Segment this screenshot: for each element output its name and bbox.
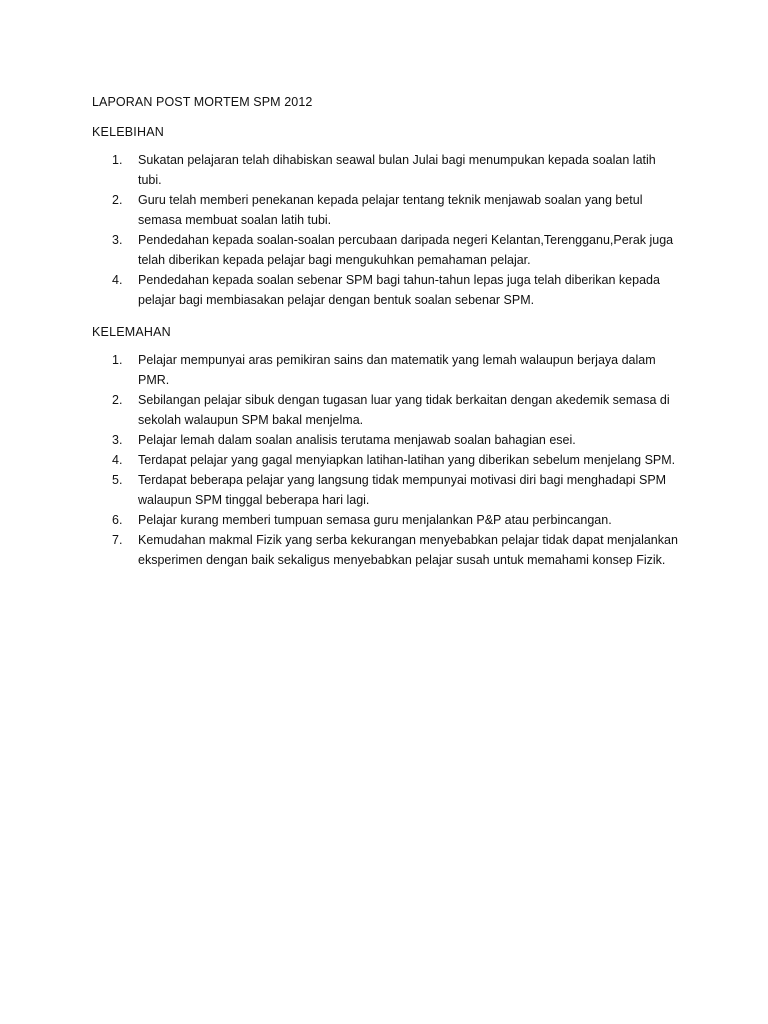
list-item-number: 2. xyxy=(112,193,123,207)
document-body xyxy=(92,92,682,570)
list-item-text: Sukatan pelajaran telah dihabiskan seawal bulan Julai bagi menumpukan kepada soalan latih tubi. xyxy=(138,153,656,187)
list-item-text: Pendedahan kepada soalan sebenar SPM bagi tahun-tahun lepas juga telah diberikan kepada pelajar bagi membiasakan pelajar dengan bentuk soalan sebenar SPM. xyxy=(138,273,660,307)
list-item xyxy=(92,190,682,230)
list-item xyxy=(92,390,682,430)
list-item xyxy=(92,150,682,190)
list-item xyxy=(92,270,682,310)
list-item-number: 3. xyxy=(112,433,123,447)
section-heading-kelemahan: KELEMAHAN xyxy=(92,325,171,339)
list-item xyxy=(92,350,682,390)
section-heading-kelebihan: KELEBIHAN xyxy=(92,125,164,139)
list-item-number: 6. xyxy=(112,513,123,527)
kelemahan-list xyxy=(92,350,682,570)
document-title: LAPORAN POST MORTEM SPM 2012 xyxy=(92,95,313,109)
list-item-number: 5. xyxy=(112,473,123,487)
section-spacer xyxy=(92,310,682,322)
list-item-text: Kemudahan makmal Fizik yang serba kekurangan menyebabkan pelajar tidak dapat menjalankan eksperimen dengan baik sekaligus menyebabkan pelajar susah untuk memahami konsep Fizik. xyxy=(138,533,678,567)
list-item-text: Sebilangan pelajar sibuk dengan tugasan luar yang tidak berkaitan dengan akedemik semasa di sekolah walaupun SPM bakal menjelma. xyxy=(138,393,670,427)
list-item-text: Terdapat beberapa pelajar yang langsung tidak mempunyai motivasi diri bagi menghadapi SPM walaupun SPM tinggal beberapa hari lagi. xyxy=(138,473,667,507)
list-item xyxy=(92,510,682,530)
list-item-text: Pendedahan kepada soalan-soalan percubaan daripada negeri Kelantan,Terengganu,Perak juga telah diberikan kepada pelajar bagi mengukuhkan pemahaman pelajar. xyxy=(138,233,674,267)
list-item-text: Pelajar kurang memberi tumpuan semasa guru menjalankan P&P atau perbincangan. xyxy=(138,513,612,527)
list-item-number: 7. xyxy=(112,533,123,547)
list-item xyxy=(92,470,682,510)
list-item-text: Guru telah memberi penekanan kepada pelajar tentang teknik menjawab soalan yang betul semasa membuat soalan latih tubi. xyxy=(138,193,643,227)
list-item-text: Terdapat pelajar yang gagal menyiapkan latihan-latihan yang diberikan sebelum menjelang SPM. xyxy=(138,453,676,467)
list-item-number: 1. xyxy=(112,153,123,167)
list-item-number: 4. xyxy=(112,453,123,467)
list-item xyxy=(92,230,682,270)
list-item-number: 1. xyxy=(112,353,123,367)
list-item xyxy=(92,450,682,470)
list-item-number: 3. xyxy=(112,233,123,247)
list-item-text: Pelajar mempunyai aras pemikiran sains dan matematik yang lemah walaupun berjaya dalam PMR. xyxy=(138,353,656,387)
kelebihan-list xyxy=(92,150,682,310)
list-item-number: 2. xyxy=(112,393,123,407)
list-item-text: Pelajar lemah dalam soalan analisis terutama menjawab soalan bahagian esei. xyxy=(138,433,576,447)
list-item-number: 4. xyxy=(112,273,123,287)
list-item xyxy=(92,530,682,570)
list-item xyxy=(92,430,682,450)
